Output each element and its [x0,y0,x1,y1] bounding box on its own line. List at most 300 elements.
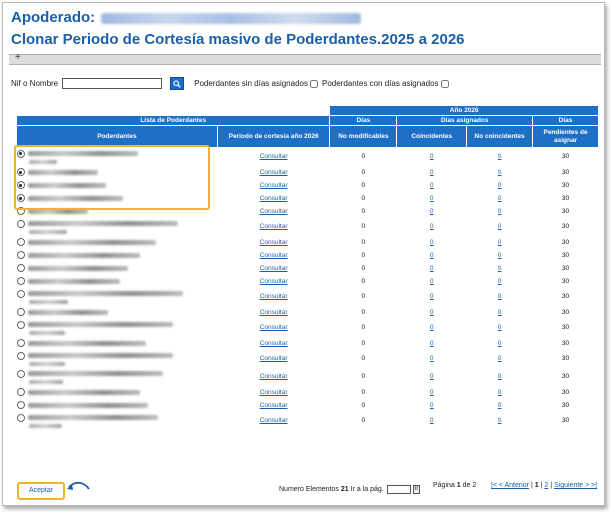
check-con-label: Poderdantes con días asignados [321,79,439,88]
row-radio[interactable] [17,194,25,202]
no-coincidentes-link[interactable]: 0 [497,238,502,246]
poderdante-name-redacted-line2 [29,362,65,366]
table-row [17,319,599,337]
accept-button[interactable]: Aceptar [17,482,65,500]
periodo-link[interactable]: Consultar [259,308,288,316]
col-poderdantes: Poderdantes [17,126,218,148]
coincidentes-cell [397,205,467,218]
coincidentes-link[interactable]: 0 [429,251,434,259]
nif-label: Nif o Nombre [11,79,59,88]
coincidentes-cell [397,319,467,337]
coincidentes-link[interactable]: 0 [429,373,434,380]
coincidentes-cell [397,399,467,412]
prev-link[interactable]: |< < Anterior [491,482,530,489]
pendientes-cell [533,218,599,236]
pendientes-value: 30 [561,308,570,316]
poderdante-name-cell [17,262,218,275]
pendientes-cell [533,205,599,218]
periodo-link[interactable]: Consultar [259,339,288,347]
periodo-link[interactable]: Consultar [259,168,288,176]
no-coincidentes-link[interactable]: 0 [497,264,502,272]
pendientes-value: 30 [561,373,570,380]
pendientes-cell [533,337,599,350]
no-coincidentes-link[interactable]: 0 [497,153,502,161]
pendientes-value: 30 [561,355,570,362]
table-row [17,236,599,249]
poderdante-name-cell [17,249,218,262]
no-coincidentes-cell [467,275,533,288]
poderdante-name-redacted [28,209,88,214]
page-input[interactable] [387,485,411,494]
poderdante-name-redacted-line2 [29,380,63,384]
poderdante-name-redacted-line2 [29,230,67,234]
periodo-link[interactable]: Consultar [259,264,288,272]
coincidentes-cell [397,288,467,306]
periodo-cell [217,205,330,218]
poderdante-name-redacted [28,390,140,395]
check-sin-label: Poderdantes sin días asignados [194,79,308,88]
no-modificables-value: 0 [361,308,366,316]
periodo-link[interactable]: Consultar [259,223,288,230]
periodo-link[interactable]: Consultar [259,207,288,215]
poderdante-name-cell [17,205,218,218]
numero-elementos [279,485,420,494]
poderdante-name-redacted [28,353,173,358]
table-row [17,386,599,399]
no-coincidentes-link[interactable]: 0 [497,194,502,202]
table-row [17,412,599,430]
no-modificables-cell [330,350,397,368]
poderdante-name-cell [17,179,218,192]
pendientes-cell [533,148,599,166]
no-coincidentes-cell [467,249,533,262]
ir-button[interactable]: Ir [414,486,419,492]
poderdante-name-redacted-line2 [29,424,62,428]
no-coincidentes-link[interactable]: 0 [497,388,502,396]
poderdante-name-cell [17,148,218,166]
periodo-cell [217,179,330,192]
row-radio[interactable] [17,251,25,259]
pendientes-value: 30 [561,223,570,230]
no-modificables-value: 0 [361,401,366,409]
periodo-link[interactable]: Consultar [259,181,288,189]
coincidentes-link[interactable]: 0 [429,401,434,409]
row-radio[interactable] [17,238,25,246]
pendientes-cell [533,179,599,192]
poderdante-name-redacted [28,240,156,245]
no-coincidentes-link[interactable]: 0 [497,251,502,259]
periodo-link[interactable]: Consultar [259,277,288,285]
no-coincidentes-cell [467,288,533,306]
no-modificables-value: 0 [361,153,366,161]
row-radio[interactable] [17,290,25,298]
no-modificables-cell [330,306,397,319]
coincidentes-cell [397,179,467,192]
table-row [17,399,599,412]
no-coincidentes-link[interactable]: 0 [497,223,502,230]
table-row [17,288,599,306]
poderdante-name-cell [17,218,218,236]
poderdante-name-cell [17,236,218,249]
nif-input[interactable] [62,78,162,89]
row-radio[interactable] [17,277,25,285]
check-sin-dias[interactable] [310,80,318,88]
pendientes-cell [533,412,599,430]
table-row [17,179,599,192]
poderdante-name-redacted [28,403,148,408]
poderdante-name-redacted [28,415,158,420]
coincidentes-cell [397,249,467,262]
coincidentes-cell [397,148,467,166]
no-coincidentes-cell [467,148,533,166]
pendientes-cell [533,192,599,205]
coincidentes-link[interactable]: 0 [429,293,434,300]
expand-toggle[interactable]: + [15,52,21,63]
pendientes-cell [533,262,599,275]
no-coincidentes-cell [467,337,533,350]
pendientes-cell [533,275,599,288]
poderdante-name-redacted [28,253,140,258]
no-coincidentes-cell [467,368,533,386]
poderdante-name-redacted [28,196,123,201]
apoderado-heading [11,9,361,26]
page-title: Clonar Periodo de Cortesía masivo de Poderdantes.2025 a 2026 [11,31,465,48]
page-frame [2,2,605,506]
col-no-coincidentes: No coincidentes [467,126,533,148]
search-button[interactable] [170,77,184,90]
periodo-cell [217,368,330,386]
poderdante-name-redacted [28,322,173,327]
pendientes-cell [533,399,599,412]
no-coincidentes-cell [467,319,533,337]
no-modificables-cell [330,399,397,412]
coincidentes-link[interactable]: 0 [429,308,434,316]
periodo-cell [217,386,330,399]
poderdante-name-cell [17,412,218,430]
no-modificables-cell [330,288,397,306]
no-coincidentes-link[interactable]: 0 [497,339,502,347]
row-radio[interactable] [17,181,25,189]
no-coincidentes-link[interactable]: 0 [497,355,502,362]
coincidentes-link[interactable]: 0 [429,181,434,189]
row-radio[interactable] [17,352,25,360]
coincidentes-link[interactable]: 0 [429,194,434,202]
row-radio[interactable] [17,321,25,329]
table-row [17,306,599,319]
no-coincidentes-link[interactable]: 0 [497,308,502,316]
periodo-cell [217,319,330,337]
no-modificables-cell [330,337,397,350]
poderdante-name-cell [17,337,218,350]
poderdante-name-cell [17,386,218,399]
no-modificables-value: 0 [361,194,366,202]
no-modificables-cell [330,412,397,430]
blank-header [17,106,330,116]
periodo-link[interactable]: Consultar [259,355,288,362]
pendientes-value: 30 [561,417,570,424]
no-coincidentes-link[interactable]: 0 [497,324,502,331]
no-modificables-cell [330,386,397,399]
periodo-link[interactable]: Consultar [259,373,288,380]
poderdante-name-redacted [28,371,163,376]
periodo-cell [217,262,330,275]
ir-label: Ir a la pág. [350,486,384,493]
no-modificables-value: 0 [361,168,366,176]
pendientes-value: 30 [561,181,570,189]
no-coincidentes-cell [467,350,533,368]
table-row [17,218,599,236]
pendientes-value: 30 [561,293,570,300]
col-pendientes: Pendientes de asignar [533,126,599,148]
no-modificables-value: 0 [361,373,366,380]
periodo-cell [217,337,330,350]
pointer-arrow-icon [65,479,91,493]
no-coincidentes-cell [467,205,533,218]
pendientes-cell [533,319,599,337]
pagination-links: |< < Anterior | 1 | 2 | Siguiente > >| [491,482,598,489]
no-coincidentes-cell [467,166,533,179]
coincidentes-cell [397,350,467,368]
no-coincidentes-link[interactable]: 0 [497,207,502,215]
no-coincidentes-cell [467,386,533,399]
coincidentes-link[interactable]: 0 [429,238,434,246]
coincidentes-cell [397,306,467,319]
no-modificables-value: 0 [361,264,366,272]
coincidentes-link[interactable]: 0 [429,153,434,161]
coincidentes-link[interactable]: 0 [429,168,434,176]
poderdante-name-redacted [28,279,120,284]
col-periodo: Periodo de cortesía año 2026 [217,126,330,148]
poderdante-name-redacted [28,221,178,226]
no-coincidentes-link[interactable]: 0 [497,401,502,409]
pendientes-value: 30 [561,194,570,202]
next-link[interactable]: Siguiente > >| [553,482,598,489]
no-coincidentes-cell [467,262,533,275]
periodo-link[interactable]: Consultar [259,251,288,259]
no-modificables-cell [330,148,397,166]
table-row [17,368,599,386]
poderdante-name-cell [17,319,218,337]
periodo-cell [217,192,330,205]
poderdantes-table [16,105,599,430]
no-modificables-value: 0 [361,355,366,362]
pendientes-cell [533,236,599,249]
no-coincidentes-cell [467,179,533,192]
no-modificables-value: 0 [361,207,366,215]
pendientes-value: 30 [561,339,570,347]
periodo-cell [217,350,330,368]
coincidentes-link[interactable]: 0 [429,207,434,215]
no-modificables-cell [330,236,397,249]
apoderado-name-redacted [101,13,361,24]
table-row [17,192,599,205]
coincidentes-link[interactable]: 0 [429,388,434,396]
coincidentes-cell [397,412,467,430]
no-modificables-cell [330,262,397,275]
poderdante-name-redacted-line2 [29,160,57,164]
pendientes-cell [533,368,599,386]
coincidentes-cell [397,386,467,399]
pendientes-value: 30 [561,238,570,246]
page-2-link[interactable]: 2 [544,482,549,489]
coincidentes-cell [397,192,467,205]
no-modificables-value: 0 [361,277,366,285]
periodo-cell [217,166,330,179]
pagina-label: Página [433,482,455,489]
periodo-link[interactable]: Consultar [259,417,288,424]
pagina-current: 1 [456,482,461,489]
coincidentes-cell [397,368,467,386]
periodo-cell [217,306,330,319]
poderdante-name-cell [17,368,218,386]
table-row [17,275,599,288]
pagina-de: de [462,482,471,489]
no-modificables-cell [330,205,397,218]
no-modificables-value: 0 [361,339,366,347]
pendientes-cell [533,288,599,306]
row-radio[interactable] [17,207,25,215]
no-modificables-cell [330,166,397,179]
row-radio[interactable] [17,308,25,316]
row-radio[interactable] [17,168,25,176]
collapse-bar[interactable] [9,54,601,65]
no-modificables-value: 0 [361,251,366,259]
no-coincidentes-link[interactable]: 0 [497,293,502,300]
periodo-link[interactable]: Consultar [259,194,288,202]
no-coincidentes-link[interactable]: 0 [497,181,502,189]
header-dias: Días [330,116,397,126]
poderdante-name-cell [17,192,218,205]
poderdante-name-cell [17,350,218,368]
periodo-link[interactable]: Consultar [259,401,288,409]
no-modificables-cell [330,368,397,386]
no-coincidentes-link[interactable]: 0 [497,277,502,285]
table-row [17,249,599,262]
no-modificables-value: 0 [361,238,366,246]
periodo-link[interactable]: Consultar [259,388,288,396]
search-icon [173,80,181,88]
pendientes-value: 30 [561,207,570,215]
periodo-cell [217,412,330,430]
table-row [17,337,599,350]
coincidentes-link[interactable]: 0 [429,223,434,230]
periodo-link[interactable]: Consultar [259,293,288,300]
header-dias-asignados: Días asignados [397,116,533,126]
row-radio[interactable] [17,401,25,409]
row-radio[interactable] [17,388,25,396]
row-radio[interactable] [17,264,25,272]
row-radio[interactable] [17,339,25,347]
coincidentes-cell [397,236,467,249]
table-row [17,205,599,218]
pendientes-cell [533,166,599,179]
periodo-cell [217,399,330,412]
poderdante-name-redacted-line2 [29,331,65,335]
page-1: 1 [534,482,539,489]
no-coincidentes-cell [467,192,533,205]
coincidentes-link[interactable]: 0 [429,417,434,424]
poderdante-name-cell [17,399,218,412]
coincidentes-link[interactable]: 0 [429,277,434,285]
table-row [17,350,599,368]
poderdante-name-redacted [28,291,183,296]
coincidentes-cell [397,166,467,179]
pendientes-value: 30 [561,401,570,409]
coincidentes-cell [397,337,467,350]
poderdante-name-redacted [28,170,98,175]
no-modificables-value: 0 [361,293,366,300]
no-modificables-cell [330,319,397,337]
poderdante-name-redacted-line2 [29,300,68,304]
coincidentes-link[interactable]: 0 [429,264,434,272]
periodo-link[interactable]: Consultar [259,238,288,246]
poderdante-name-cell [17,288,218,306]
no-modificables-cell [330,179,397,192]
no-modificables-cell [330,218,397,236]
no-modificables-value: 0 [361,388,366,396]
periodo-cell [217,218,330,236]
periodo-cell [217,249,330,262]
numero-label: Numero Elementos [279,486,339,493]
no-modificables-value: 0 [361,417,366,424]
periodo-link[interactable]: Consultar [259,153,288,161]
pagina-total: 2 [472,482,477,489]
coincidentes-cell [397,275,467,288]
periodo-link[interactable]: Consultar [259,324,288,331]
no-coincidentes-cell [467,306,533,319]
pendientes-cell [533,350,599,368]
table-row [17,166,599,179]
row-radio[interactable] [17,220,25,228]
poderdante-name-cell [17,306,218,319]
header-dias-right: Días [533,116,599,126]
no-modificables-cell [330,249,397,262]
no-modificables-cell [330,192,397,205]
no-coincidentes-cell [467,399,533,412]
poderdante-name-cell [17,275,218,288]
pendientes-cell [533,386,599,399]
poderdante-name-redacted [28,310,108,315]
poderdante-name-redacted [28,151,138,156]
poderdante-name-redacted [28,341,146,346]
periodo-cell [217,148,330,166]
no-coincidentes-link[interactable]: 0 [497,417,502,424]
periodo-cell [217,236,330,249]
row-radio[interactable] [17,150,25,158]
periodo-cell [217,288,330,306]
pendientes-value: 30 [561,251,570,259]
header-lista: Lista de Poderdantes [17,116,330,126]
row-radio[interactable] [17,414,25,422]
poderdante-name-cell [17,166,218,179]
pendientes-cell [533,306,599,319]
check-con-dias[interactable] [441,80,449,88]
pendientes-value: 30 [561,264,570,272]
no-modificables-value: 0 [361,223,366,230]
pendientes-value: 30 [561,153,570,161]
apoderado-label: Apoderado: [11,9,96,26]
no-coincidentes-link[interactable]: 0 [497,373,502,380]
row-radio[interactable] [17,370,25,378]
poderdante-name-redacted [28,183,106,188]
coincidentes-link[interactable]: 0 [429,324,434,331]
poderdante-name-redacted [28,266,128,271]
table-row [17,148,599,166]
coincidentes-link[interactable]: 0 [429,339,434,347]
no-coincidentes-link[interactable]: 0 [497,168,502,176]
periodo-cell [217,275,330,288]
coincidentes-link[interactable]: 0 [429,355,434,362]
